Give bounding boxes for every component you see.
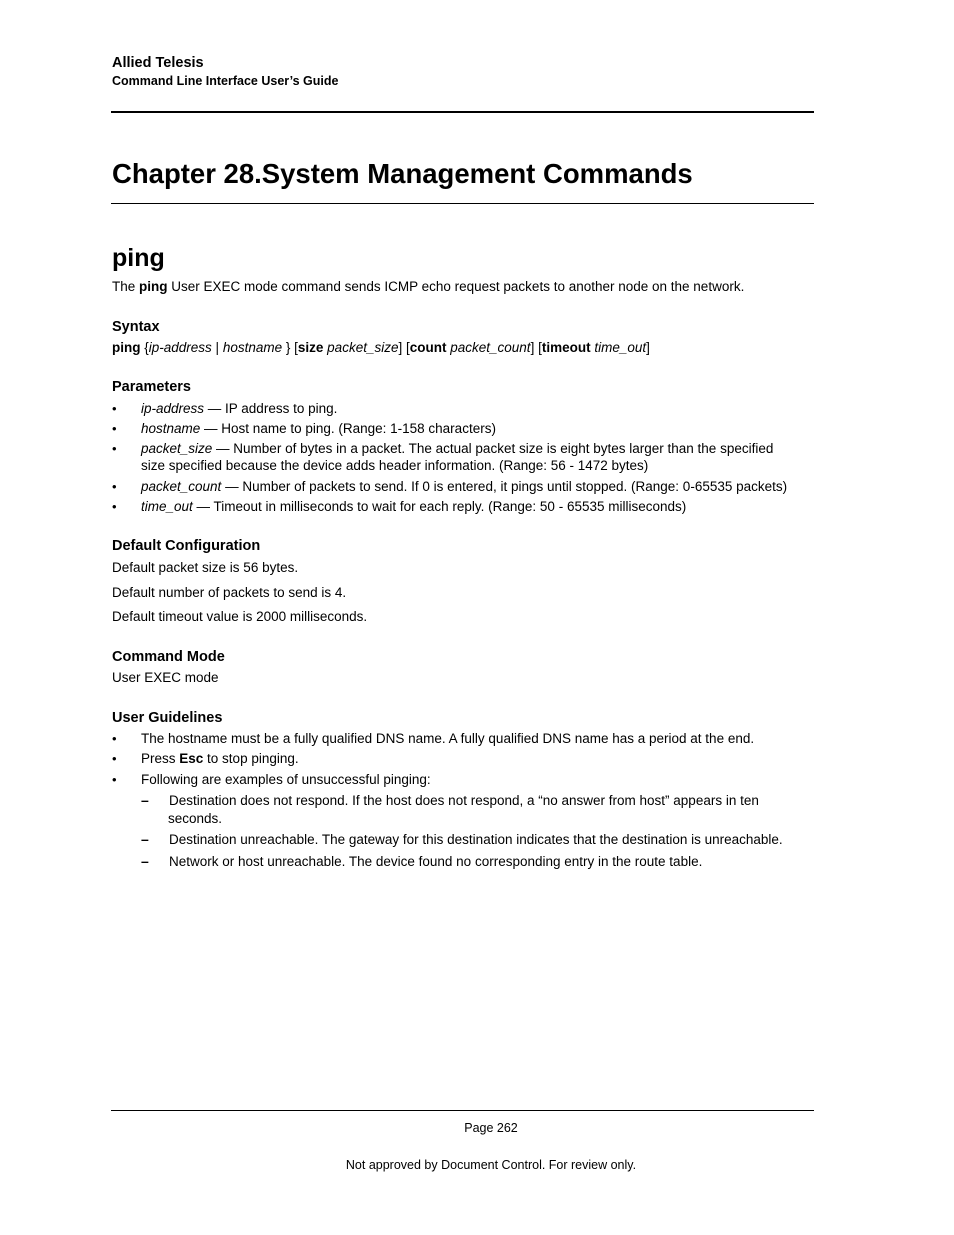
bullet-icon: •	[112, 772, 117, 787]
bullet-icon: •	[112, 751, 117, 766]
param-time-out: time_out — Timeout in milliseconds to wait for each reply. (Range: 50 - 65535 milliseconds)	[141, 499, 687, 514]
syntax-line: ping {ip-address | hostname } [size packet_size] [count packet_count] [timeout time_out]	[112, 340, 650, 355]
bullet-icon: •	[112, 441, 117, 456]
parameters-heading: Parameters	[112, 379, 191, 395]
guideline-item: The hostname must be a fully qualified DNS name. A fully qualified DNS name has a period at the end.	[141, 731, 755, 746]
review-notice: Not approved by Document Control. For review only.	[345, 1158, 637, 1172]
user-guidelines-heading: User Guidelines	[112, 710, 223, 726]
chapter-title: Chapter 28.System Management Commands	[112, 158, 693, 189]
param-hostname: hostname — Host name to ping. (Range: 1-158 characters)	[141, 421, 496, 436]
dash-icon: –	[141, 853, 149, 869]
page-number: Page 262	[464, 1121, 518, 1135]
default-config-heading: Default Configuration	[112, 538, 261, 554]
chapter-divider	[111, 203, 814, 204]
default-config-line: Default number of packets to send is 4.	[112, 585, 347, 600]
default-config-line: Default packet size is 56 bytes.	[112, 560, 299, 575]
param-packet-size: packet_size — Number of bytes in a packet. The actual packet size is eight bytes larger than the specified	[141, 441, 774, 456]
dash-icon: –	[141, 792, 149, 808]
guideline-subitem-cont: seconds.	[168, 811, 223, 826]
guideline-subitem: Destination unreachable. The gateway for this destination indicates that the destination is unreachable.	[169, 832, 783, 847]
dash-icon: –	[141, 831, 149, 847]
default-config-line: Default timeout value is 2000 milliseconds.	[112, 609, 368, 624]
bullet-icon: •	[112, 401, 117, 416]
company-name: Allied Telesis	[112, 55, 204, 71]
command-intro: The ping User EXEC mode command sends ICMP echo request packets to another node on the network.	[112, 279, 745, 294]
guideline-item: Following are examples of unsuccessful pinging:	[141, 772, 431, 787]
header-divider	[111, 111, 814, 113]
param-packet-count: packet_count — Number of packets to send. If 0 is entered, it pings until stopped. (Range: 0-65535 packets)	[141, 479, 788, 494]
guideline-subitem: Network or host unreachable. The device found no corresponding entry in the route table.	[169, 854, 703, 869]
command-mode-text: User EXEC mode	[112, 670, 219, 685]
guide-title: Command Line Interface User’s Guide	[112, 74, 339, 88]
footer-divider	[111, 1110, 814, 1111]
syntax-heading: Syntax	[112, 319, 160, 335]
param-ip-address: ip-address — IP address to ping.	[141, 401, 338, 416]
bullet-icon: •	[112, 731, 117, 746]
guideline-subitem: Destination does not respond. If the host does not respond, a “no answer from host” appears in ten	[169, 793, 759, 808]
bullet-icon: •	[112, 421, 117, 436]
command-mode-heading: Command Mode	[112, 649, 225, 665]
param-packet-size-cont: size specified because the device adds header information. (Range: 56 - 1472 bytes)	[141, 458, 649, 473]
guideline-item: Press Esc to stop pinging.	[141, 751, 299, 766]
command-title: ping	[112, 244, 165, 272]
bullet-icon: •	[112, 479, 117, 494]
bullet-icon: •	[112, 499, 117, 514]
